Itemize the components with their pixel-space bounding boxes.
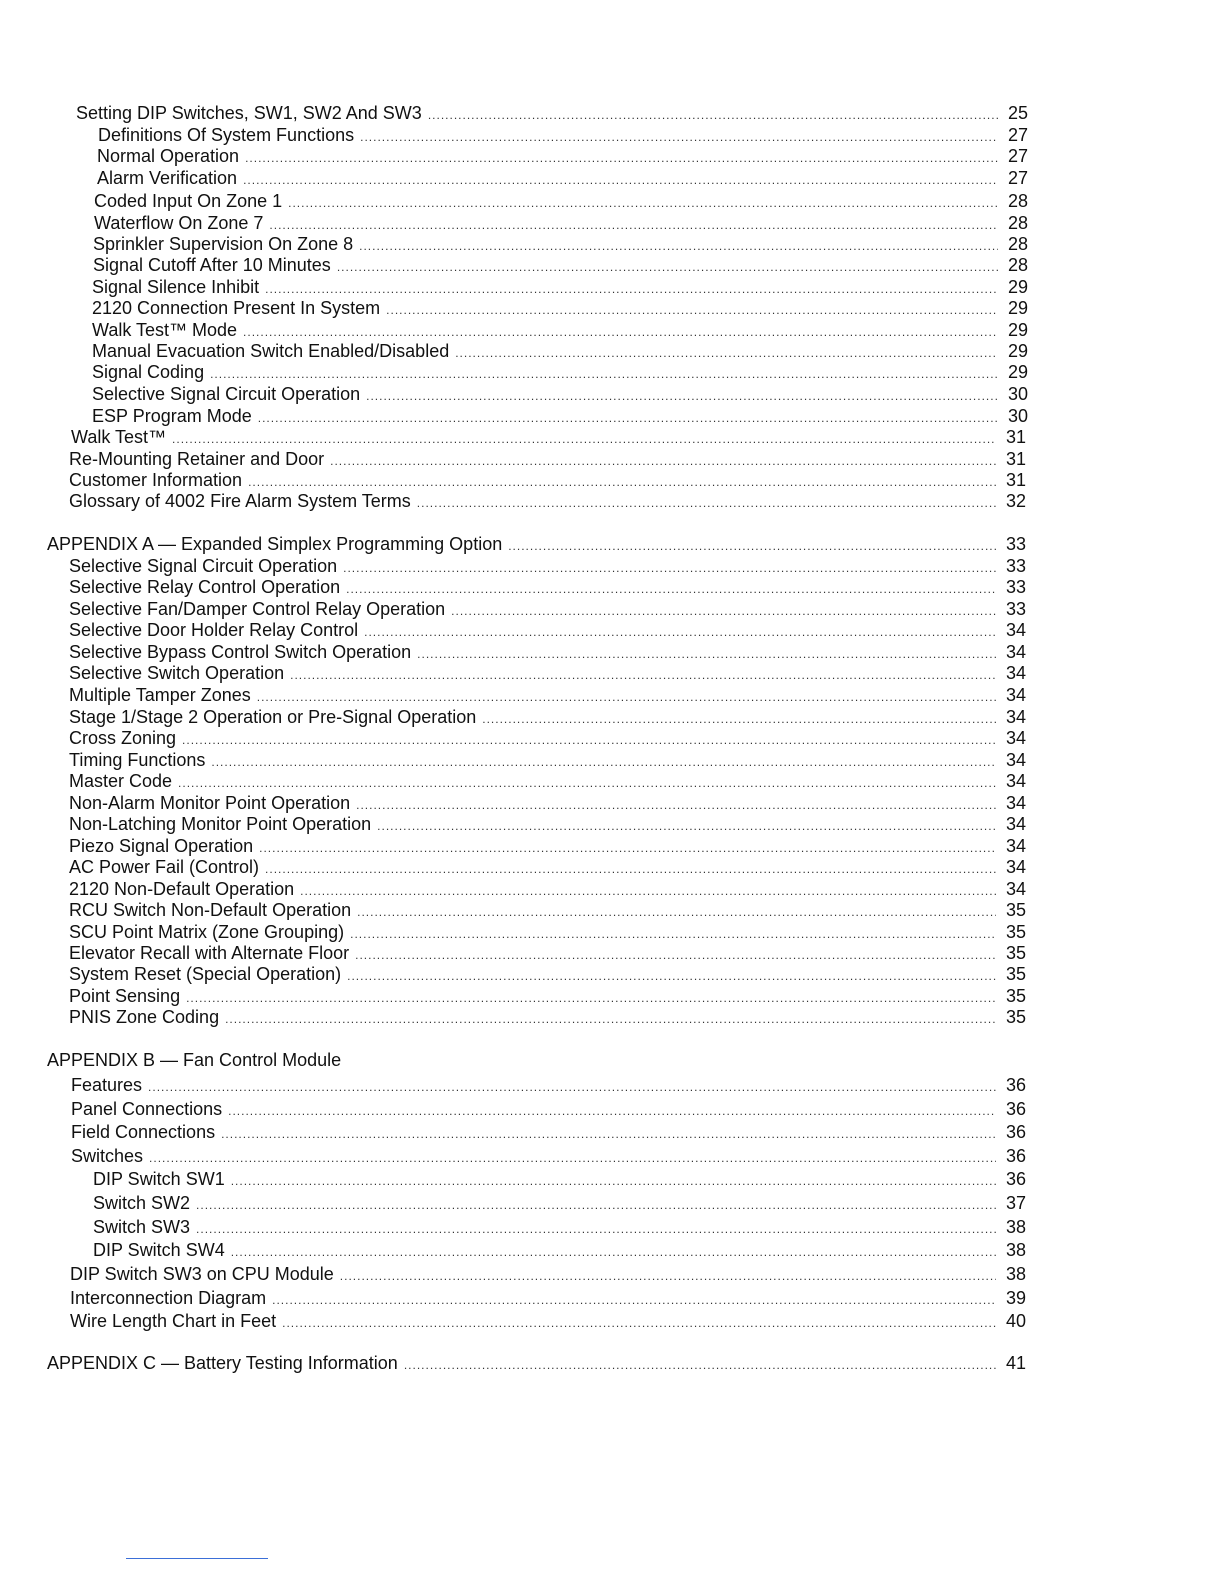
toc-entry-title: Panel Connections (71, 1099, 223, 1119)
toc-entry-title: Signal Cutoff After 10 Minutes (93, 255, 331, 275)
toc-entry-page: 31 (1005, 449, 1026, 469)
toc-entry-title: AC Power Fail (Control) (69, 857, 260, 877)
toc-entry-page: 34 (1005, 771, 1026, 791)
toc-entry-page: 34 (1005, 707, 1026, 727)
appendix-c-heading[interactable] (47, 1352, 1026, 1374)
toc-entry[interactable] (69, 899, 1026, 921)
dot-leader (231, 1241, 996, 1263)
toc-entry[interactable] (92, 361, 1028, 383)
toc-entry-page: 30 (1007, 384, 1028, 404)
toc-entry-title: Definitions Of System Functions (98, 125, 355, 145)
toc-entry[interactable] (69, 490, 1026, 512)
toc-entry-page: 34 (1005, 879, 1026, 899)
toc-entry-title: Multiple Tamper Zones (69, 685, 251, 705)
dot-leader (148, 1076, 996, 1098)
toc-entry-title: Waterflow On Zone 7 (94, 213, 264, 233)
dot-leader (508, 535, 996, 557)
dot-leader (225, 1008, 996, 1030)
toc-entry-title: 2120 Non-Default Operation (69, 879, 295, 899)
toc-entry-page: 33 (1005, 556, 1026, 576)
toc-entry[interactable] (94, 190, 1028, 212)
dot-leader (386, 299, 998, 321)
toc-entry[interactable] (69, 706, 1026, 728)
toc-entry-title: Selective Switch Operation (69, 663, 285, 683)
toc-entry-page: 34 (1005, 685, 1026, 705)
toc-entry[interactable] (92, 405, 1028, 427)
appendix-heading-page: 33 (1005, 534, 1026, 554)
toc-entry-title: Point Sensing (69, 986, 181, 1006)
dot-leader (245, 147, 998, 169)
toc-entry-title: Field Connections (71, 1122, 216, 1142)
dot-leader (417, 492, 996, 514)
dot-leader (282, 1312, 996, 1334)
toc-entry[interactable] (69, 1006, 1026, 1028)
toc-entry-title: Selective Signal Circuit Operation (92, 384, 361, 404)
toc-entry-title: Signal Coding (92, 362, 205, 382)
dot-leader (196, 1194, 996, 1216)
toc-entry[interactable] (69, 856, 1026, 878)
toc-entry-page: 35 (1005, 1007, 1026, 1027)
toc-entry-title: Selective Relay Control Operation (69, 577, 341, 597)
toc-entry[interactable] (71, 1121, 1026, 1143)
toc-entry-page: 25 (1007, 103, 1028, 123)
dot-leader (178, 772, 996, 794)
toc-entry-page: 34 (1005, 793, 1026, 813)
toc-entry-page: 31 (1005, 470, 1026, 490)
dot-leader (288, 192, 998, 214)
dot-leader (346, 578, 996, 600)
toc-entry-title: Selective Fan/Damper Control Relay Operation (69, 599, 446, 619)
toc-entry[interactable] (93, 1239, 1026, 1261)
toc-entry-page: 34 (1005, 663, 1026, 683)
toc-entry-page: 28 (1007, 213, 1028, 233)
toc-entry[interactable] (69, 942, 1026, 964)
toc-entry-page: 40 (1005, 1311, 1026, 1331)
toc-entry-page: 30 (1007, 406, 1028, 426)
dot-leader (196, 1218, 996, 1240)
toc-entry[interactable] (69, 448, 1026, 470)
toc-entry-title: Interconnection Diagram (70, 1288, 267, 1308)
toc-entry-page: 28 (1007, 234, 1028, 254)
toc-entry-title: Selective Bypass Control Switch Operation (69, 642, 412, 662)
toc-entry-page: 35 (1005, 986, 1026, 1006)
toc-entry-title: Selective Signal Circuit Operation (69, 556, 338, 576)
dot-leader (221, 1123, 996, 1145)
toc-entry[interactable] (69, 641, 1026, 663)
toc-entry-page: 36 (1005, 1099, 1026, 1119)
dot-leader (428, 104, 998, 126)
toc-entry-title: Manual Evacuation Switch Enabled/Disabled (92, 341, 450, 361)
toc-entry-page: 27 (1007, 146, 1028, 166)
toc-entry-page: 34 (1005, 836, 1026, 856)
toc-entry-page: 33 (1005, 577, 1026, 597)
dot-leader (364, 621, 996, 643)
toc-entry[interactable] (69, 662, 1026, 684)
toc-entry[interactable] (69, 469, 1026, 491)
toc-entry-page: 29 (1007, 362, 1028, 382)
dot-leader (172, 428, 996, 450)
toc-entry-title: Walk Test™ Mode (92, 320, 238, 340)
toc-entry[interactable] (92, 276, 1028, 298)
toc-entry-page: 29 (1007, 320, 1028, 340)
toc-entry-title: SCU Point Matrix (Zone Grouping) (69, 922, 345, 942)
appendix-heading-page: 41 (1005, 1353, 1026, 1373)
toc-entry[interactable] (93, 1168, 1026, 1190)
toc-entry-page: 29 (1007, 341, 1028, 361)
toc-entry[interactable] (92, 340, 1028, 362)
toc-entry-page: 34 (1005, 728, 1026, 748)
toc-entry-page: 34 (1005, 620, 1026, 640)
toc-entry[interactable] (69, 878, 1026, 900)
toc-entry-title: Switches (71, 1146, 144, 1166)
toc-entry-page: 35 (1005, 922, 1026, 942)
dot-leader (228, 1100, 996, 1122)
toc-entry-title: Normal Operation (97, 146, 240, 166)
toc-entry[interactable] (69, 555, 1026, 577)
dot-leader (357, 901, 996, 923)
toc-entry-title: Coded Input On Zone 1 (94, 191, 283, 211)
toc-entry[interactable] (69, 985, 1026, 1007)
toc-entry[interactable] (70, 1287, 1026, 1309)
appendix-a-heading[interactable] (47, 533, 1026, 555)
dot-leader (265, 858, 996, 880)
dot-leader (149, 1147, 996, 1169)
toc-entry[interactable] (97, 167, 1028, 189)
toc-entry-title: Alarm Verification (97, 168, 238, 188)
toc-entry-page: 28 (1007, 191, 1028, 211)
toc-entry-page: 35 (1005, 964, 1026, 984)
toc-entry-title: Cross Zoning (69, 728, 177, 748)
toc-entry-title: Switch SW2 (93, 1193, 191, 1213)
toc-entry-page: 28 (1007, 255, 1028, 275)
toc-entry-title: 2120 Connection Present In System (92, 298, 381, 318)
toc-entry-page: 34 (1005, 642, 1026, 662)
dot-leader (231, 1170, 996, 1192)
dot-leader (377, 815, 996, 837)
toc-entry-page: 35 (1005, 943, 1026, 963)
toc-entry-page: 36 (1005, 1146, 1026, 1166)
toc-entry-page: 36 (1005, 1169, 1026, 1189)
toc-entry-page: 38 (1005, 1240, 1026, 1260)
dot-leader (182, 729, 996, 751)
toc-entry[interactable] (69, 921, 1026, 943)
toc-entry-title: Stage 1/Stage 2 Operation or Pre-Signal Operation (69, 707, 477, 727)
toc-entry[interactable] (69, 813, 1026, 835)
dot-leader (243, 169, 998, 191)
toc-entry-title: DIP Switch SW1 (93, 1169, 225, 1189)
toc-entry[interactable] (92, 319, 1028, 341)
toc-entry[interactable] (93, 233, 1028, 255)
toc-entry-title: Glossary of 4002 Fire Alarm System Terms (69, 491, 411, 511)
dot-leader (272, 1289, 996, 1311)
toc-entry[interactable] (92, 383, 1028, 405)
toc-entry[interactable] (97, 145, 1028, 167)
toc-entry[interactable] (69, 792, 1026, 814)
appendix-b-heading[interactable]: APPENDIX B — Fan Control Module (47, 1050, 342, 1070)
toc-entry-title: DIP Switch SW4 (93, 1240, 225, 1260)
toc-entry-title: Piezo Signal Operation (69, 836, 254, 856)
toc-entry[interactable] (76, 102, 1028, 124)
appendix-heading-title: APPENDIX A — Expanded Simplex Programming Option (47, 534, 503, 554)
toc-entry-page: 33 (1005, 599, 1026, 619)
toc-entry[interactable] (98, 124, 1028, 146)
toc-entry-page: 37 (1005, 1193, 1026, 1213)
toc-entry-title: Re-Mounting Retainer and Door (69, 449, 325, 469)
toc-entry[interactable] (70, 1310, 1026, 1332)
toc-entry-page: 32 (1005, 491, 1026, 511)
dot-leader (210, 363, 998, 385)
toc-entry-title: Features (71, 1075, 143, 1095)
toc-entry-title: Non-Latching Monitor Point Operation (69, 814, 372, 834)
toc-entry-title: Elevator Recall with Alternate Floor (69, 943, 350, 963)
toc-entry-page: 29 (1007, 298, 1028, 318)
toc-entry[interactable] (93, 1216, 1026, 1238)
toc-entry[interactable] (69, 576, 1026, 598)
toc-entry-title: Setting DIP Switches, SW1, SW2 And SW3 (76, 103, 422, 123)
toc-entry[interactable] (69, 835, 1026, 857)
toc-entry[interactable] (93, 1192, 1026, 1214)
toc-entry-title: Switch SW3 (93, 1217, 191, 1237)
toc-entry-page: 36 (1005, 1122, 1026, 1142)
appendix-heading-title: APPENDIX C — Battery Testing Information (47, 1353, 398, 1373)
toc-entry-title: Walk Test™ (71, 427, 167, 447)
toc-entry-page: 27 (1007, 125, 1028, 145)
toc-entry-page: 38 (1005, 1217, 1026, 1237)
toc-entry-title: Sprinkler Supervision On Zone 8 (93, 234, 354, 254)
dot-leader (366, 385, 998, 407)
toc-entry-page: 38 (1005, 1264, 1026, 1284)
toc-entry[interactable] (69, 770, 1026, 792)
toc-entry[interactable] (92, 297, 1028, 319)
dot-leader (347, 965, 996, 987)
toc-entry-page: 31 (1005, 427, 1026, 447)
toc-entry-title: System Reset (Special Operation) (69, 964, 342, 984)
toc-entry[interactable] (69, 684, 1026, 706)
toc-entry[interactable] (93, 254, 1028, 276)
toc-entry[interactable] (69, 963, 1026, 985)
toc-entry[interactable] (71, 426, 1026, 448)
toc-entry-page: 39 (1005, 1288, 1026, 1308)
toc-entry[interactable] (69, 598, 1026, 620)
dot-leader (340, 1265, 996, 1287)
toc-entry-title: Timing Functions (69, 750, 206, 770)
toc-entry-page: 34 (1005, 750, 1026, 770)
toc-entry-page: 36 (1005, 1075, 1026, 1095)
dot-leader (257, 686, 996, 708)
toc-entry-page: 29 (1007, 277, 1028, 297)
toc-entry[interactable] (69, 749, 1026, 771)
toc-entry-title: Wire Length Chart in Feet (70, 1311, 277, 1331)
toc-entry[interactable] (71, 1145, 1026, 1167)
dot-leader (337, 256, 998, 278)
toc-entry[interactable] (71, 1074, 1026, 1096)
toc-entry[interactable] (70, 1263, 1026, 1285)
toc-entry-title: ESP Program Mode (92, 406, 252, 426)
toc-entry[interactable] (71, 1098, 1026, 1120)
toc-entry[interactable] (69, 727, 1026, 749)
dot-leader (290, 664, 996, 686)
toc-entry[interactable] (69, 619, 1026, 641)
footer-rule (126, 1558, 268, 1559)
toc-entry-title: DIP Switch SW3 on CPU Module (70, 1264, 334, 1284)
toc-entry[interactable] (94, 212, 1028, 234)
toc-entry-title: Non-Alarm Monitor Point Operation (69, 793, 351, 813)
toc-entry-page: 27 (1007, 168, 1028, 188)
toc-entry-title: Master Code (69, 771, 173, 791)
toc-entry-title: Signal Silence Inhibit (92, 277, 260, 297)
toc-entry-page: 34 (1005, 814, 1026, 834)
toc-entry-title: Selective Door Holder Relay Control (69, 620, 359, 640)
toc-entry-page: 34 (1005, 857, 1026, 877)
toc-entry-title: RCU Switch Non-Default Operation (69, 900, 352, 920)
toc-entry-page: 35 (1005, 900, 1026, 920)
toc-entry-title: PNIS Zone Coding (69, 1007, 220, 1027)
toc-entry-title: Customer Information (69, 470, 243, 490)
dot-leader (404, 1354, 996, 1376)
